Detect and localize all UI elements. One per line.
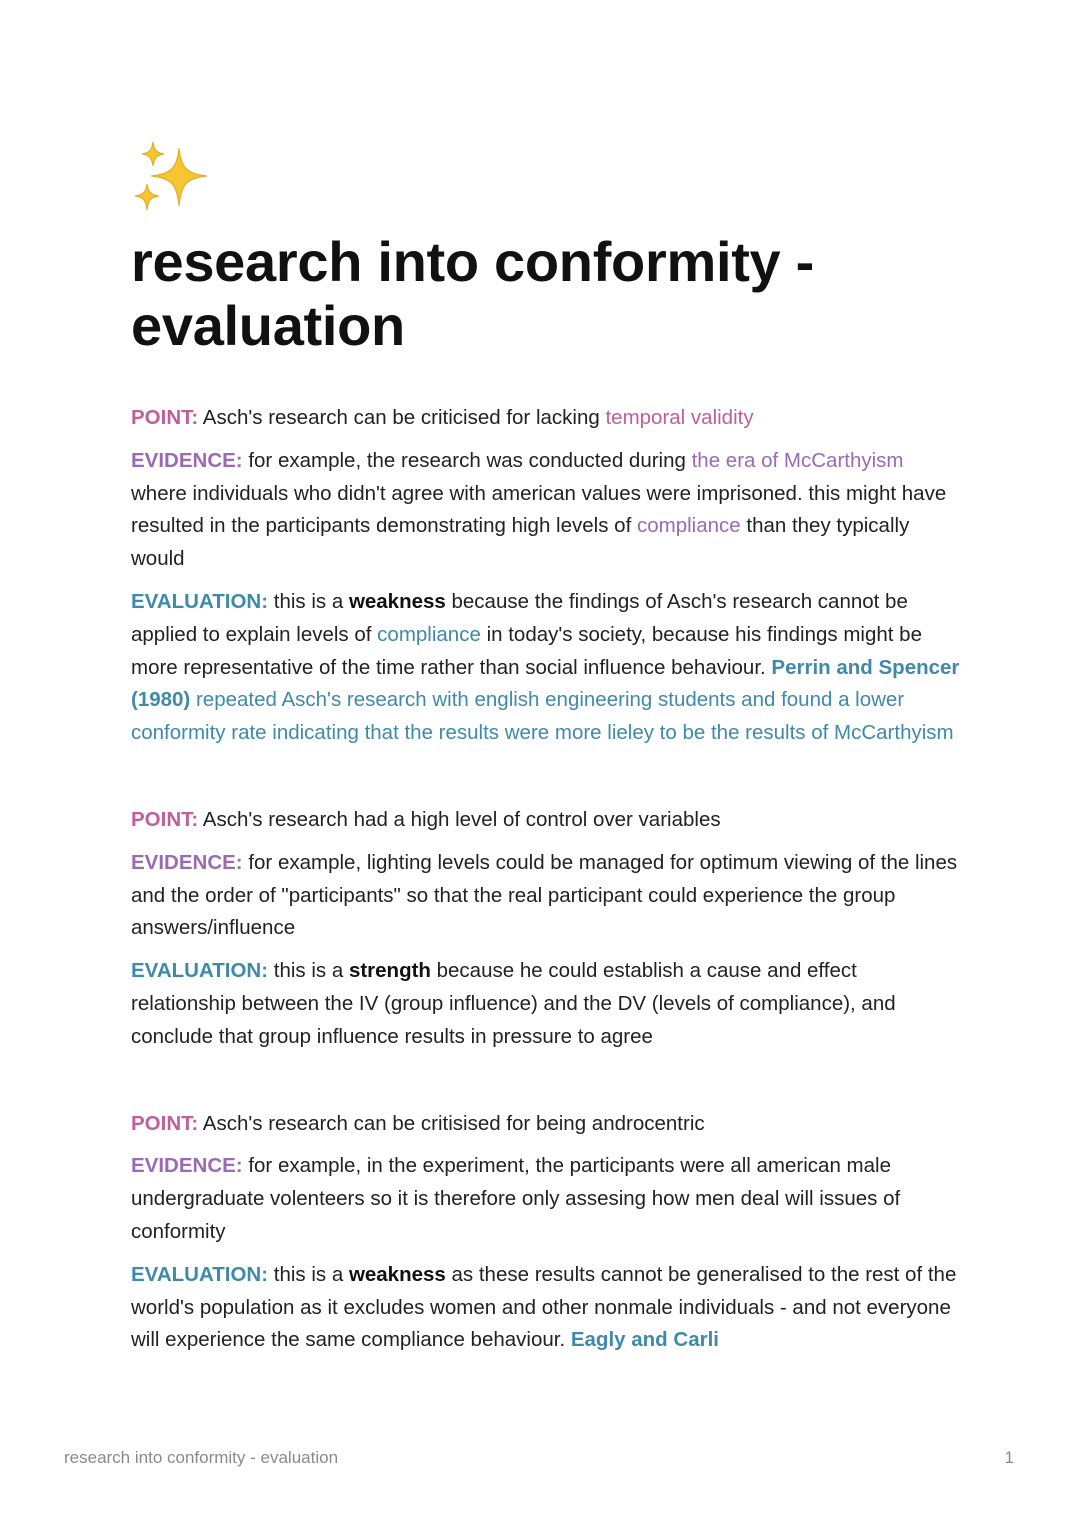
evidence-paragraph	[131, 1150, 961, 1248]
evaluation-text: this is a	[268, 1262, 349, 1286]
evaluation-paragraph	[131, 1259, 961, 1357]
evaluation-paragraph	[131, 955, 961, 1053]
study-reference: Eagly and Carli	[570, 1328, 719, 1352]
evaluation-section-2	[131, 804, 961, 1054]
study-reference-text: repeated Asch's research with english engineering students and found a lower conformity rate indicating that the results were more lieley to be the results of McCarthyism	[131, 688, 954, 745]
point-label: POINT:	[131, 807, 199, 831]
point-paragraph	[131, 402, 961, 435]
evidence-text: than they typically would	[131, 514, 910, 571]
point-label: POINT:	[131, 1111, 199, 1135]
highlight-term: compliance	[636, 514, 741, 538]
evaluation-label: EVALUATION:	[131, 1262, 269, 1286]
evaluation-text: this is a	[268, 959, 349, 983]
evidence-paragraph	[131, 445, 961, 576]
sparkles-icon	[131, 140, 213, 222]
evaluation-label: EVALUATION:	[131, 959, 269, 983]
page-title: research into conformity - evaluation	[131, 230, 815, 357]
evidence-text: where individuals who didn't agree with american values were imprisoned. this might have resulted in the participants demonstrating high levels of	[131, 481, 947, 538]
evidence-text: for example, in the experiment, the participants were all american male undergraduate volenteers so it is therefore only assesing how men deal will issues of conformity	[131, 1154, 901, 1243]
highlight-term: temporal validity	[605, 406, 754, 429]
evidence-label: EVIDENCE:	[131, 850, 243, 874]
point-paragraph	[131, 804, 961, 837]
point-paragraph	[131, 1108, 961, 1141]
highlight-term: compliance	[377, 622, 481, 646]
evidence-label: EVIDENCE:	[131, 448, 243, 472]
evaluation-text: as these results cannot be generalised to the rest of the world's population as it excludes women and other nonmale individuals - and not everyone will experience the same compliance behaviour.	[131, 1262, 957, 1352]
evidence-text: for example, the research was conducted during	[242, 448, 692, 472]
page-number: 1	[1004, 1448, 1014, 1467]
document-body	[131, 402, 961, 1411]
evaluation-label: EVALUATION:	[131, 589, 269, 613]
evidence-label: EVIDENCE:	[131, 1154, 243, 1178]
verdict-term: weakness	[348, 589, 446, 613]
evaluation-text: in today's society, because his findings might be more representative of the time rather than social influence behaviour.	[131, 622, 922, 679]
evidence-text: for example, lighting levels could be managed for optimum viewing of the lines and the order of "participants" so that the real participant could experience the group answers/influence	[131, 850, 958, 940]
highlight-term: the era of McCarthyism	[691, 448, 904, 472]
point-text: Asch's research can be criticised for lacking	[198, 406, 606, 429]
footer-title: research into conformity - evaluation	[64, 1448, 339, 1467]
evaluation-paragraph	[131, 586, 961, 750]
point-label: POINT:	[131, 406, 199, 429]
study-reference: Perrin and Spencer (1980)	[131, 655, 960, 712]
evaluation-section-3	[131, 1108, 961, 1358]
evaluation-text: because the findings of Asch's research cannot be applied to explain levels of	[131, 589, 908, 646]
verdict-term: strength	[348, 959, 431, 983]
point-text: Asch's research can be critisised for being androcentric	[198, 1111, 705, 1135]
evaluation-text: because he could establish a cause and effect relationship between the IV (group influence) and the DV (levels of compliance), and conclude that group influence results in pressure to agree	[131, 959, 896, 1048]
evidence-paragraph	[131, 847, 961, 945]
evaluation-text: this is a	[268, 589, 349, 613]
evaluation-section-1	[131, 402, 961, 750]
verdict-term: weakness	[348, 1262, 446, 1286]
point-text: Asch's research had a high level of control over variables	[198, 807, 721, 831]
